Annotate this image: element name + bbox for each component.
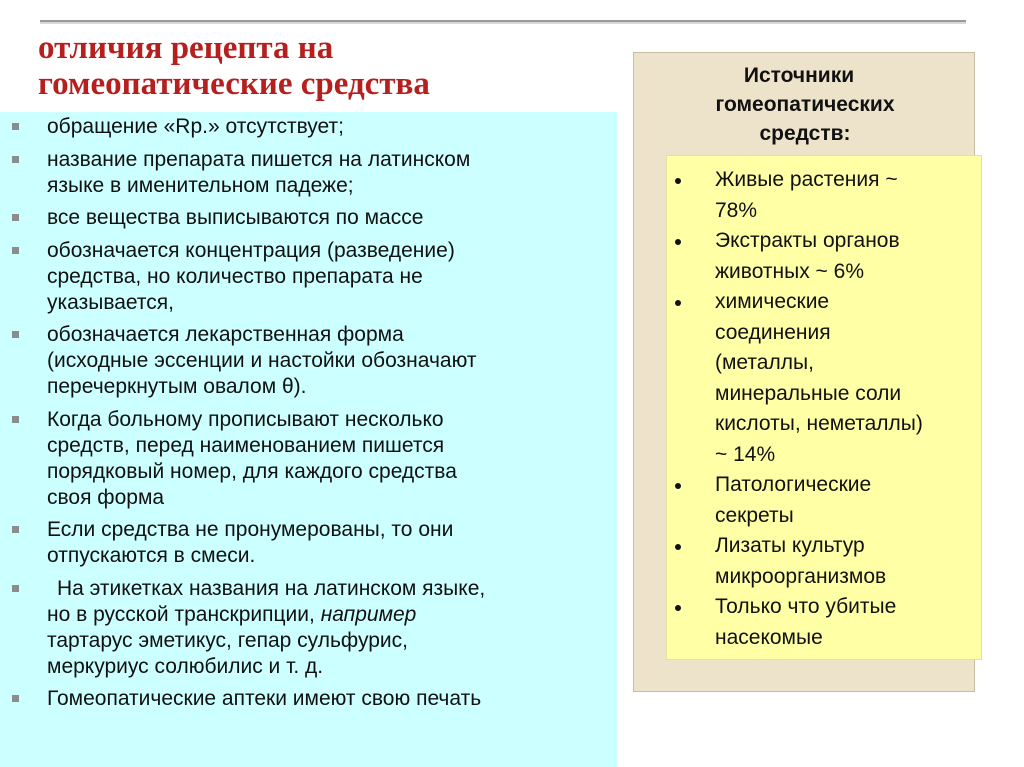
sources-list	[667, 165, 983, 653]
list-item	[0, 238, 610, 316]
square-bullet-icon	[12, 695, 19, 702]
list-item	[0, 322, 610, 400]
list-item	[667, 226, 983, 287]
item-text: минеральные соли	[715, 381, 902, 405]
heading-line: средств:	[759, 122, 851, 145]
top-rule-shadow	[40, 22, 966, 24]
sources-box	[666, 155, 982, 660]
item-text: Когда больному прописывают несколько	[47, 407, 444, 431]
item-text: (исходные эссенции и настойки обозначают	[47, 349, 477, 372]
item-text: животных ~ 6%	[715, 259, 865, 283]
list-item	[0, 686, 610, 712]
item-text: Живые растения ~	[715, 168, 898, 191]
differences-panel	[0, 112, 617, 767]
list-item	[0, 205, 610, 231]
square-bullet-icon	[12, 247, 19, 254]
item-text: перечеркнутым овалом θ).	[47, 375, 307, 398]
round-bullet-icon	[675, 605, 681, 611]
item-text: обращение «Rp.» отсутствует;	[47, 115, 344, 138]
item-text: языке в именительном падеже;	[47, 173, 354, 197]
item-text: своя форма	[47, 485, 165, 509]
item-text: обозначается концентрация (разведение)	[47, 238, 455, 262]
list-item	[667, 592, 983, 653]
round-bullet-icon	[675, 544, 681, 550]
item-text: меркуриус солюбилис и т. д.	[47, 654, 324, 678]
item-text: соединения	[715, 320, 831, 344]
list-item	[0, 147, 610, 199]
item-text: порядковый номер, для каждого средства	[47, 459, 457, 483]
list-item	[667, 470, 983, 531]
item-text: На этикетках названия на латинском языке,	[57, 576, 486, 600]
slide-title	[38, 30, 618, 102]
item-text: Экстракты органов	[715, 229, 900, 252]
item-text: Только что убитые	[715, 595, 897, 618]
item-text: все вещества выписываются по массе	[47, 206, 424, 229]
sources-heading	[634, 61, 976, 148]
item-text: (металлы,	[715, 351, 814, 374]
square-bullet-icon	[12, 416, 19, 423]
item-text: название препарата пишется на латинском	[47, 147, 471, 171]
heading-line: гомеопатических	[715, 93, 895, 116]
item-text: Патологические	[715, 473, 872, 496]
round-bullet-icon	[675, 239, 681, 245]
item-text: насекомые	[715, 625, 823, 649]
differences-list	[0, 114, 610, 719]
round-bullet-icon	[675, 178, 681, 184]
round-bullet-icon	[675, 300, 681, 306]
item-text	[47, 602, 610, 628]
heading-line: Источники	[743, 64, 855, 87]
item-text: Если средства не пронумерованы, то они	[47, 518, 454, 541]
round-bullet-icon	[675, 483, 681, 489]
square-bullet-icon	[12, 214, 19, 221]
square-bullet-icon	[12, 585, 19, 592]
item-text: средств, перед наименованием пишется	[47, 433, 445, 457]
item-text: обозначается лекарственная форма	[47, 323, 404, 346]
item-text-italic: например	[320, 602, 417, 626]
square-bullet-icon	[12, 331, 19, 338]
list-item	[0, 576, 610, 680]
item-text: указывается,	[47, 290, 174, 314]
item-text: тартарус эметикус, гепар сульфурис,	[47, 628, 408, 652]
item-text: кислоты, неметаллы)	[715, 412, 923, 435]
list-item	[667, 287, 983, 470]
list-item	[0, 517, 610, 569]
item-text: микроорганизмов	[715, 564, 887, 588]
item-text: средства, но количество препарата не	[47, 264, 423, 288]
item-text: секреты	[715, 503, 794, 527]
item-text: отпускаются в смеси.	[47, 544, 256, 567]
item-text: Гомеопатические аптеки имеют свою печать	[47, 687, 482, 710]
list-item	[667, 165, 983, 226]
item-text: химические	[715, 290, 830, 313]
item-text: ~ 14%	[715, 442, 776, 466]
square-bullet-icon	[12, 123, 19, 130]
item-text: 78%	[715, 198, 758, 222]
square-bullet-icon	[12, 526, 19, 533]
item-text: Лизаты культур	[715, 534, 865, 557]
item-text-plain: но в русской транскрипции,	[47, 602, 321, 626]
title-line-2: гомеопатические средства	[38, 66, 430, 102]
title-line-1: отличия рецепта на	[38, 30, 334, 66]
square-bullet-icon	[12, 156, 19, 163]
list-item	[0, 114, 610, 140]
list-item	[667, 531, 983, 592]
list-item	[0, 407, 610, 511]
